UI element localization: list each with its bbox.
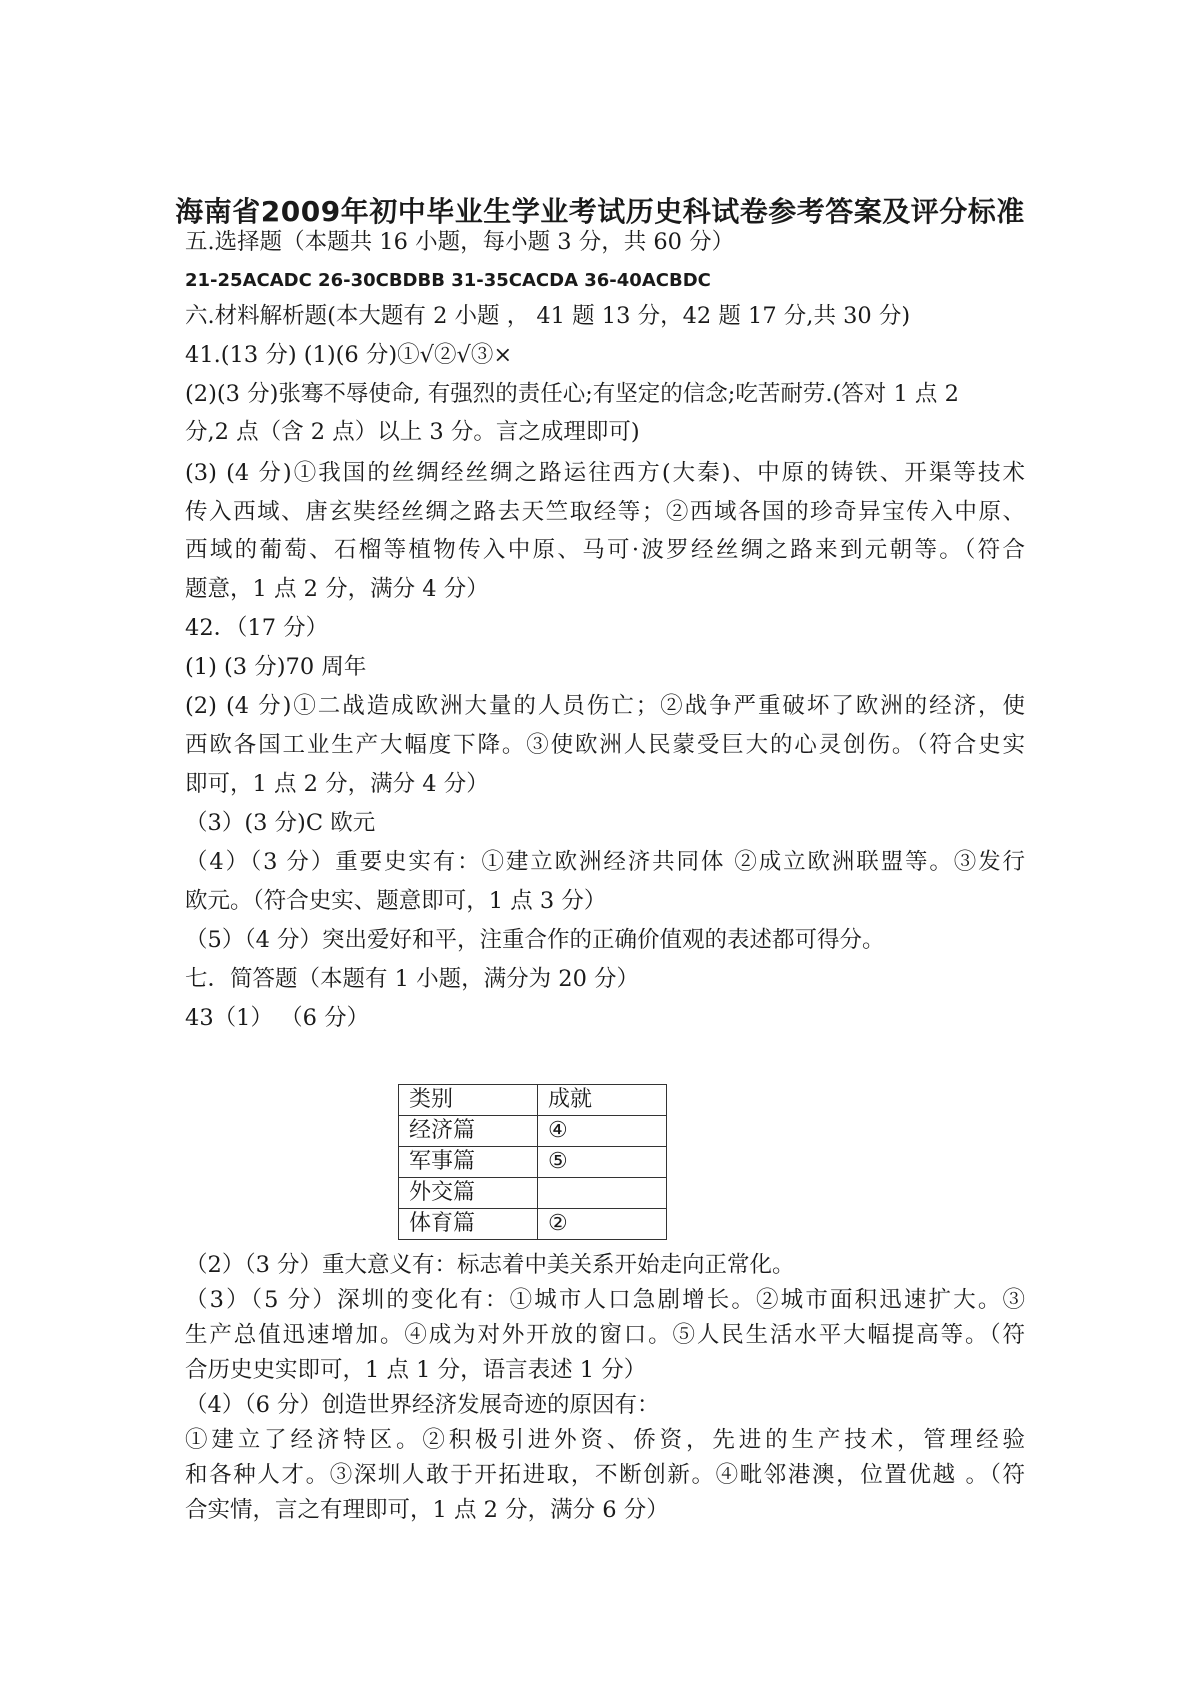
section-6-heading: 六.材料解析题(本大题有 2 小题 ， 41 题 13 分，42 题 17 分,共 30 分) <box>185 303 911 329</box>
q43-part1: 43（1） （6 分） <box>185 1005 370 1031</box>
q41-part3: (3) (4 分)①我国的丝绸经丝绸之路运往西方(大秦)、中原的铸铁、开渠等技术 <box>185 460 1025 486</box>
q42-part2-cont: 西欧各国工业生产大幅度下降。③使欧洲人民蒙受巨大的心灵创伤。（符合史实 <box>185 732 1025 758</box>
q42-part1: (1) (3 分)70 周年 <box>185 654 367 680</box>
achievement-table <box>398 1084 667 1240</box>
q41-part2: (2)(3 分)张骞不辱使命, 有强烈的责任心;有坚定的信念;吃苦耐劳.(答对 1 点 2 <box>185 381 959 407</box>
table-row <box>399 1147 667 1178</box>
q41-part3-cont: 传入西域、唐玄奘经丝绸之路去天竺取经等；②西域各国的珍奇异宝传入中原、 <box>185 499 1025 525</box>
table-header-achievement: 成就 <box>538 1085 667 1116</box>
table-row <box>399 1116 667 1147</box>
q43-part3: （3）（5 分）深圳的变化有：①城市人口急剧增长。②城市面积迅速扩大。③ <box>185 1287 1025 1313</box>
table-header-category: 类别 <box>399 1085 538 1116</box>
q43-part2: （2）（3 分）重大意义有：标志着中美关系开始走向正常化。 <box>185 1252 795 1278</box>
q43-part4-cont: 合实情，言之有理即可，1 点 2 分，满分 6 分） <box>185 1497 669 1523</box>
q42-part3: （3）(3 分)C 欧元 <box>185 810 376 836</box>
table-cell: 体育篇 <box>399 1209 538 1240</box>
table-cell: ⑤ <box>538 1147 667 1178</box>
q42-part5: （5）（4 分）突出爱好和平，注重合作的正确价值观的表述都可得分。 <box>185 927 885 953</box>
q41-part2-cont: 分,2 点（含 2 点）以上 3 分。言之成理即可) <box>185 419 640 445</box>
q43-part3-cont: 生产总值迅速增加。④成为对外开放的窗口。⑤人民生活水平大幅提高等。（符 <box>185 1322 1025 1348</box>
document-title: 海南省2009年初中毕业生学业考试历史科试卷参考答案及评分标准 <box>175 195 1025 228</box>
q41-part3-cont: 西域的葡萄、石榴等植物传入中原、马可·波罗经丝绸之路来到元朝等。（符合 <box>185 537 1025 563</box>
q42-part4-cont: 欧元。（符合史实、题意即可，1 点 3 分） <box>185 888 607 914</box>
table-cell: ② <box>538 1209 667 1240</box>
choice-answers: 21-25ACADC 26-30CBDBB 31-35CACDA 36-40ACBDC <box>185 270 711 291</box>
q42-part2: (2) (4 分)①二战造成欧洲大量的人员伤亡；②战争严重破坏了欧洲的经济，使 <box>185 693 1025 719</box>
table-row <box>399 1178 667 1209</box>
q42-part4: （4）（3 分）重要史实有：①建立欧洲经济共同体 ②成立欧洲联盟等。③发行 <box>185 849 1025 875</box>
q43-part3-cont: 合历史史实即可，1 点 1 分，语言表述 1 分） <box>185 1357 647 1383</box>
section-7-heading: 七．简答题（本题有 1 小题，满分为 20 分） <box>185 966 640 992</box>
q43-part4: （4）（6 分）创造世界经济发展奇迹的原因有： <box>185 1392 660 1418</box>
table-cell: 军事篇 <box>399 1147 538 1178</box>
q41-part1: 41.(13 分) (1)(6 分)①√②√③× <box>185 342 513 368</box>
section-5-heading: 五.选择题（本题共 16 小题，每小题 3 分，共 60 分） <box>185 229 735 255</box>
q43-part4-cont: 和各种人才。③深圳人敢于开拓进取，不断创新。④毗邻港澳，位置优越 。（符 <box>185 1462 1025 1488</box>
table-cell: 外交篇 <box>399 1178 538 1209</box>
q41-part3-cont: 题意，1 点 2 分，满分 4 分） <box>185 576 489 602</box>
q42-part2-cont: 即可，1 点 2 分，满分 4 分） <box>185 771 489 797</box>
table-row <box>399 1209 667 1240</box>
table-cell <box>538 1178 667 1209</box>
table-cell: 经济篇 <box>399 1116 538 1147</box>
q43-part4-cont: ①建立了经济特区。②积极引进外资、侨资，先进的生产技术，管理经验 <box>185 1427 1025 1453</box>
table-header-row <box>399 1085 667 1116</box>
q42-heading: 42．（17 分） <box>185 615 329 641</box>
table-cell: ④ <box>538 1116 667 1147</box>
